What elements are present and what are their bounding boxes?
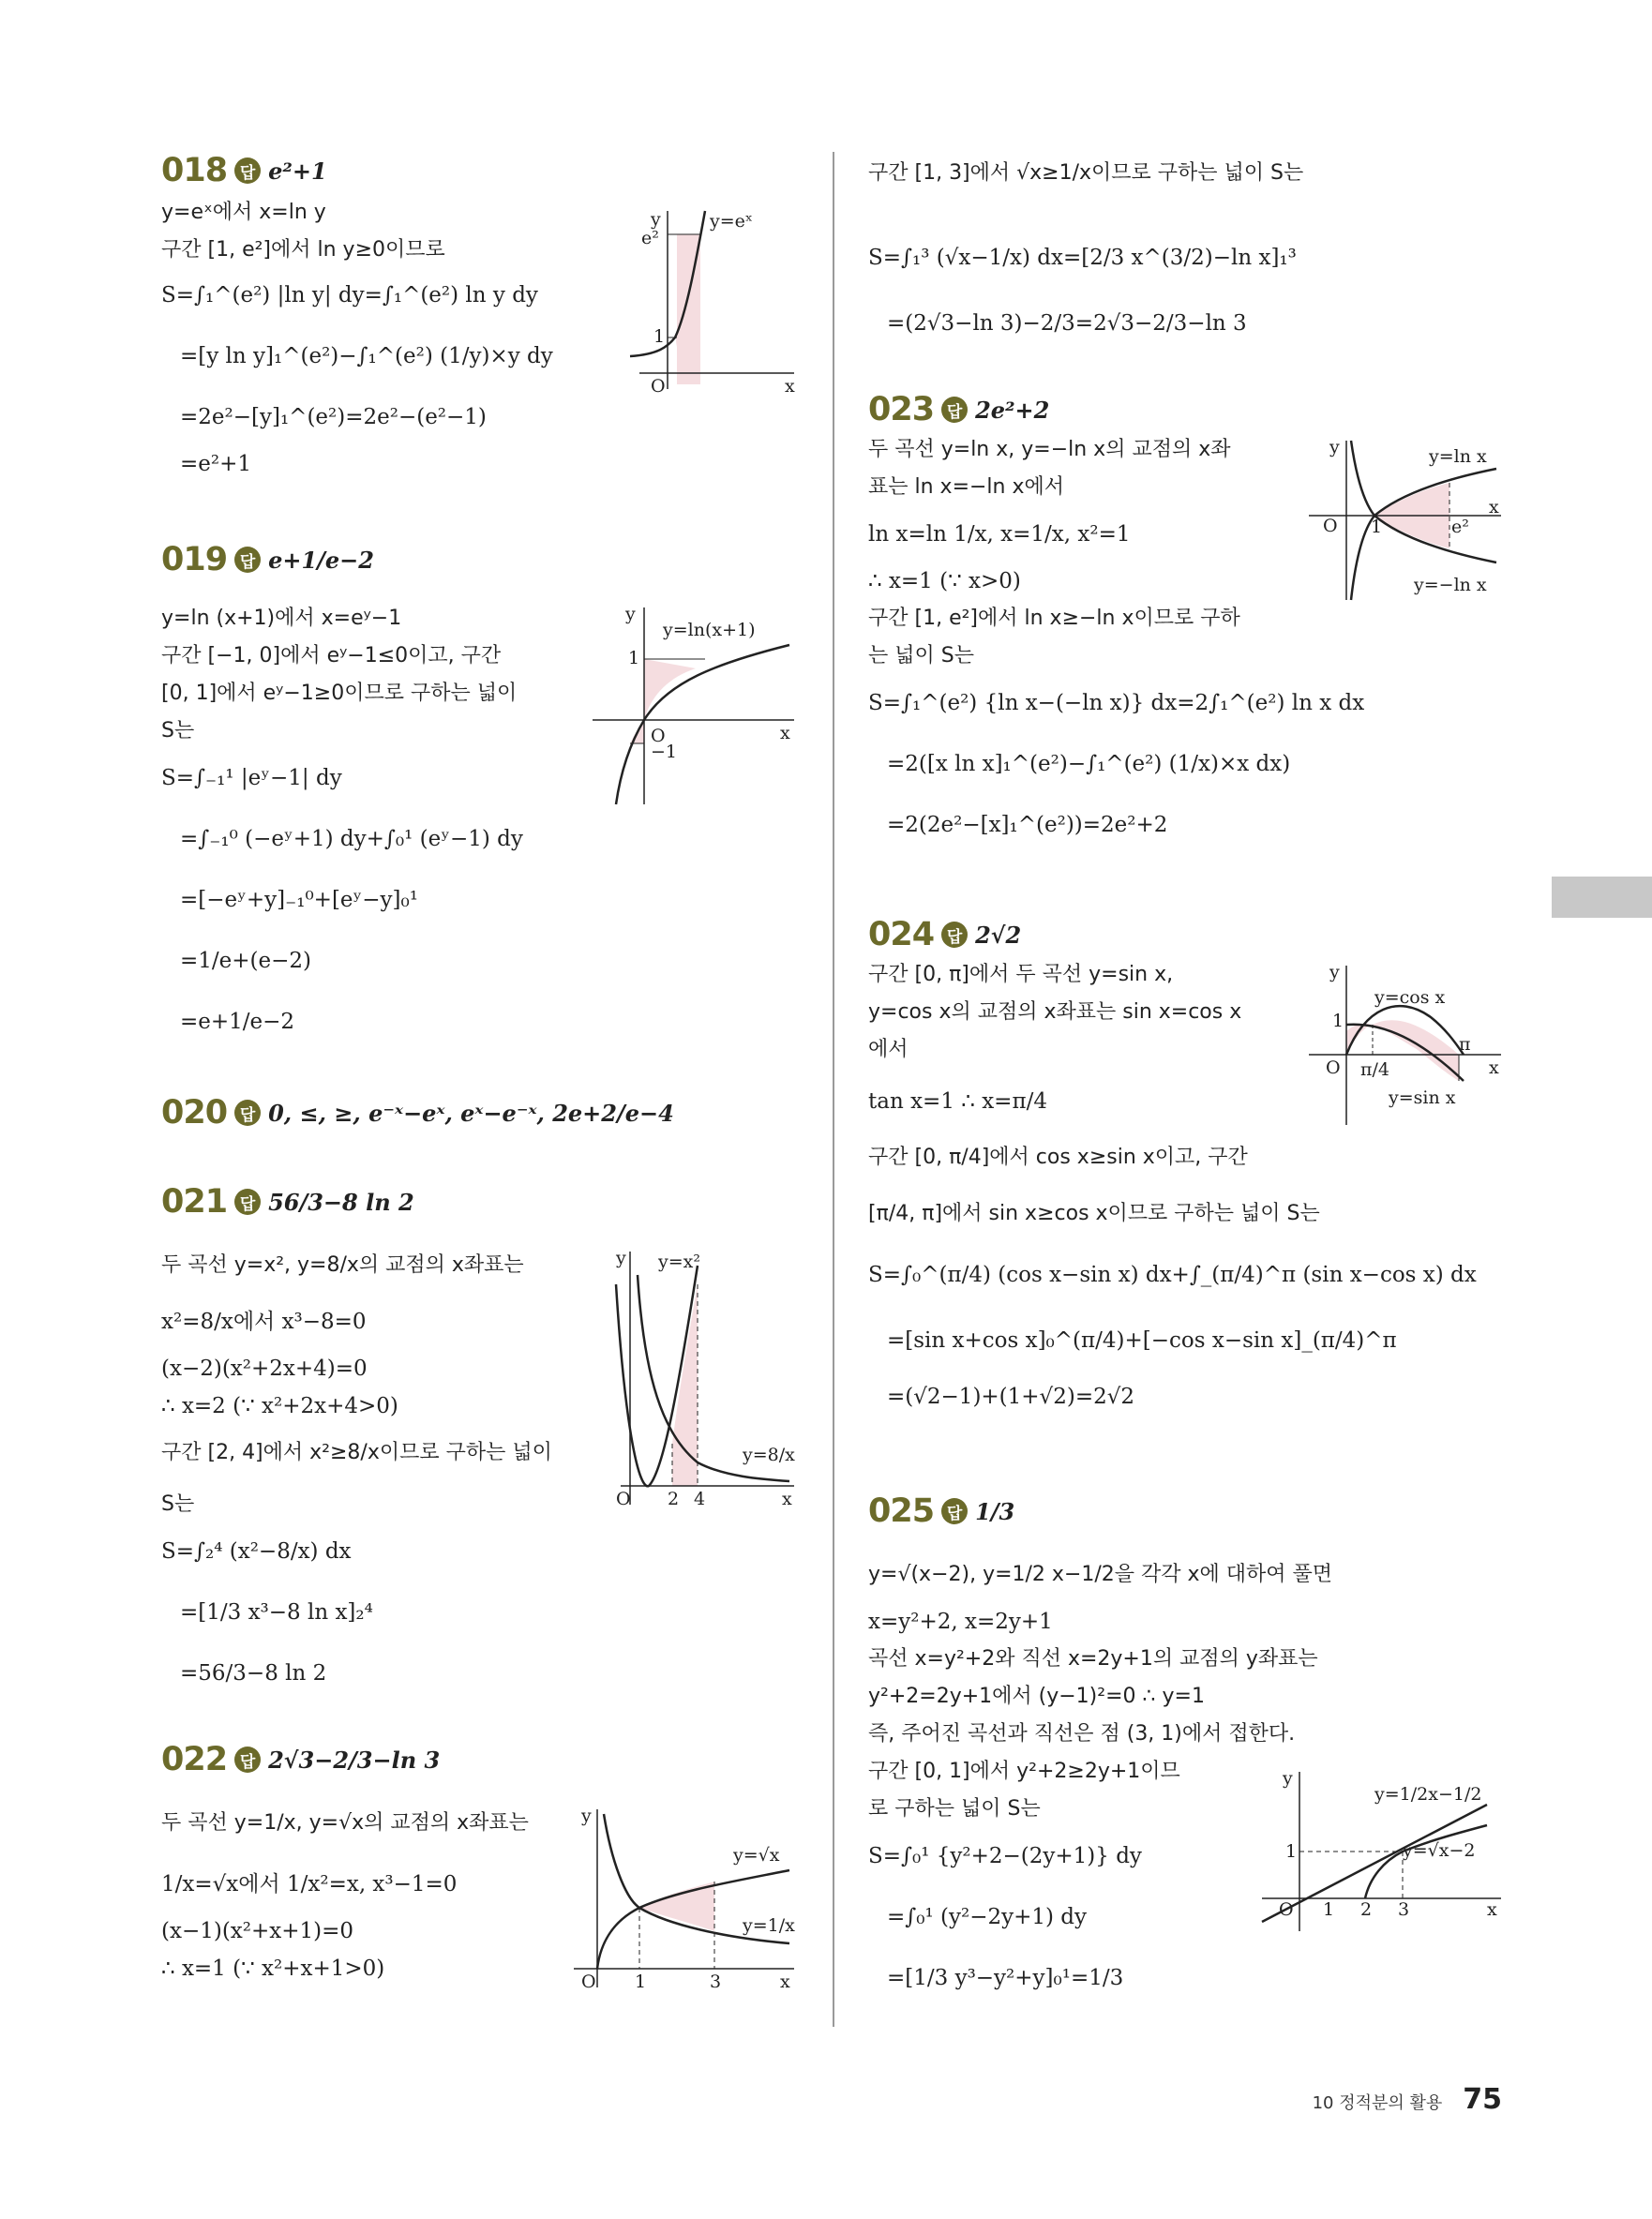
axis-label-x: x (782, 1489, 792, 1509)
solution-line: S=∫₋₁¹ |eʸ−1| dy (161, 766, 342, 790)
tick-label: e² (1451, 517, 1469, 537)
solution-line: =56/3−8 ln 2 (180, 1661, 327, 1686)
origin-label: O (651, 726, 666, 746)
solution-line: 두 곡선 y=x², y=8/x의 교점의 x좌표는 (161, 1253, 524, 1277)
graph-024 (1309, 961, 1506, 1130)
tick-label: 2 (668, 1489, 680, 1509)
tick-label: 3 (710, 1972, 722, 1992)
axis-label-x: x (780, 1972, 790, 1992)
solution-line: S=∫₀^(π/4) (cos x−sin x) dx+∫_(π/4)^π (sin x−cos x) dx (868, 1263, 1477, 1287)
curve-label: y=ln(x+1) (663, 620, 756, 640)
solution-line: =[−eʸ+y]₋₁⁰+[eʸ−y]₀¹ (180, 888, 418, 912)
graph-021 (616, 1247, 799, 1509)
solution-line: 두 곡선 y=ln x, y=−ln x의 교점의 x좌 (868, 438, 1231, 461)
solution-line: (x−2)(x²+2x+4)=0 (161, 1357, 368, 1381)
solution-line: x=y²+2, x=2y+1 (868, 1610, 1053, 1634)
tick-label: π (1459, 1034, 1471, 1055)
solution-line: =e+1/e−2 (180, 1010, 295, 1034)
graph-023 (1309, 436, 1506, 605)
answer-badge: 답 (234, 1189, 261, 1215)
answer-badge: 답 (234, 547, 261, 573)
problem-header (868, 389, 1506, 430)
solution-line: y=√(x−2), y=1/2 x−1/2을 각각 x에 대하여 풀면 (868, 1563, 1333, 1586)
problem-header (161, 1092, 799, 1133)
axis-label-x: x (1489, 1057, 1499, 1078)
curve-label: y=1/x (743, 1915, 795, 1936)
origin-label: O (616, 1489, 631, 1509)
axis-label-y: y (1329, 962, 1340, 982)
answer: e²+1 (268, 157, 327, 185)
problem-number: 019 (161, 541, 228, 578)
problem-number: 021 (161, 1183, 228, 1221)
solution-line: S는 (161, 1492, 195, 1516)
curve-label: y=1/2x−1/2 (1374, 1784, 1482, 1805)
solution-line: ∴ x=1 (∵ x>0) (868, 569, 1021, 593)
tick-label: 3 (1398, 1899, 1410, 1920)
solution-line: 1/x=√x에서 1/x²=x, x³−1=0 (161, 1872, 458, 1897)
graph-022 (574, 1805, 799, 1992)
curve-label: y=sin x (1389, 1087, 1456, 1108)
solution-line: 로 구하는 넓이 S는 (868, 1797, 1041, 1821)
tick-label: 1 (635, 1972, 647, 1992)
problem-header (161, 150, 799, 191)
curve-label: y=8/x (743, 1445, 795, 1465)
problem-header (161, 539, 799, 580)
solution-line: ∴ x=2 (∵ x²+2x+4>0) (161, 1394, 398, 1418)
solution-line: S=∫₁^(e²) |ln y| dy=∫₁^(e²) ln y dy (161, 283, 538, 307)
solution-line: y=eˣ에서 x=ln y (161, 201, 326, 224)
solution-line: 표는 ln x=−ln x에서 (868, 475, 1065, 499)
axis-label-x: x (1489, 497, 1499, 517)
solution-line: =[sin x+cos x]₀^(π/4)+[−cos x−sin x]_(π/4)^π (887, 1328, 1397, 1353)
problem-number: 022 (161, 1741, 228, 1778)
solution-line: S=∫₂⁴ (x²−8/x) dx (161, 1539, 352, 1564)
solution-line: =2(2e²−[x]₁^(e²))=2e²+2 (887, 813, 1168, 837)
curve-label: y=√x (733, 1845, 780, 1866)
solution-line: [π/4, π]에서 sin x≥cos x이므로 구하는 넓이 S는 (868, 1202, 1320, 1225)
solution-line: 구간 [1, 3]에서 √x≥1/x이므로 구하는 넓이 S는 (868, 161, 1304, 185)
tick-label: 1 (1285, 1841, 1298, 1862)
solution-line: =∫₀¹ (y²−2y+1) dy (887, 1905, 1087, 1929)
answer-badge: 답 (234, 157, 261, 184)
page-number: 75 (1463, 2083, 1502, 2116)
solution-line: 곡선 x=y²+2와 직선 x=2y+1의 교점의 y좌표는 (868, 1647, 1318, 1671)
graph-018 (630, 206, 799, 397)
solution-line: =1/e+(e−2) (180, 949, 311, 973)
column-divider (833, 152, 834, 2027)
solution-line: =2([x ln x]₁^(e²)−∫₁^(e²) (1/x)×x dx) (887, 752, 1291, 776)
problem-number: 018 (161, 152, 228, 189)
axis-label-y: y (581, 1806, 592, 1826)
solution-line: ∴ x=1 (∵ x²+x+1>0) (161, 1957, 385, 1981)
solution-line: tan x=1 ∴ x=π/4 (868, 1089, 1047, 1114)
answer-badge: 답 (941, 922, 968, 948)
axis-label-x: x (1487, 1899, 1497, 1920)
problem-021 (161, 1181, 799, 1686)
solution-line: S는 (161, 719, 195, 742)
solution-line: 구간 [0, π]에서 두 곡선 y=sin x, (868, 963, 1174, 986)
line-graph (1262, 1805, 1487, 1922)
curve-label: y=−ln x (1414, 575, 1487, 595)
answer: e+1/e−2 (268, 546, 374, 574)
tick-label: 1 (1371, 517, 1383, 537)
solution-line: S=∫₁³ (√x−1/x) dx=[2/3 x^(3/2)−ln x]₁³ (868, 246, 1297, 270)
problem-020 (161, 1092, 799, 1133)
solution-line: y=ln (x+1)에서 x=eʸ−1 (161, 607, 402, 630)
tick-label: 1 (653, 326, 666, 347)
curve-label: y=eˣ (710, 211, 753, 232)
solution-line: 에서 (868, 1038, 909, 1061)
solution-line: =[1/3 x³−8 ln x]₂⁴ (180, 1600, 373, 1625)
solution-line: =e²+1 (180, 452, 252, 476)
solution-line: 구간 [1, e²]에서 ln x≥−ln x이므로 구하 (868, 607, 1240, 630)
problem-number: 020 (161, 1094, 228, 1132)
origin-label: O (581, 1972, 596, 1992)
problem-header (868, 1491, 1506, 1532)
tick-label: 1 (1323, 1899, 1335, 1920)
solution-line: ln x=ln 1/x, x=1/x, x²=1 (868, 522, 1131, 547)
tick-label: 1 (628, 648, 640, 668)
page-footer (1313, 2083, 1502, 2116)
answer: 1/3 (975, 1497, 1015, 1525)
answer: 2√3−2/3−ln 3 (268, 1746, 441, 1774)
curve-label: y=x² (658, 1252, 700, 1272)
solution-line: =∫₋₁⁰ (−eʸ+1) dy+∫₀¹ (eʸ−1) dy (180, 827, 523, 851)
chapter-tab-number: 10 (1554, 872, 1614, 922)
solution-line: 구간 [−1, 0]에서 eʸ−1≤0이고, 구간 (161, 644, 502, 667)
axis-label-y: y (616, 1248, 626, 1268)
answer: 2√2 (975, 921, 1022, 949)
graph-025 (1262, 1767, 1506, 1936)
answer: 0, ≤, ≥, e⁻ˣ−eˣ, eˣ−e⁻ˣ, 2e+2/e−4 (268, 1099, 674, 1127)
solution-line: =[y ln y]₁^(e²)−∫₁^(e²) (1/y)×y dy (180, 344, 553, 368)
answer-badge: 답 (234, 1100, 261, 1126)
problem-number: 024 (868, 916, 935, 953)
solution-line: [0, 1]에서 eʸ−1≥0이므로 구하는 넓이 (161, 682, 518, 705)
solution-line: =2e²−[y]₁^(e²)=2e²−(e²−1) (180, 405, 487, 429)
problem-header (161, 1181, 799, 1222)
problem-024 (868, 914, 1506, 1409)
problem-number: 025 (868, 1492, 935, 1530)
curve (616, 645, 789, 804)
answer: 56/3−8 ln 2 (268, 1188, 414, 1216)
problem-019 (161, 539, 799, 1034)
axis-label-x: x (780, 723, 790, 743)
solution-line: 구간 [2, 4]에서 x²≥8/x이므로 구하는 넓이 (161, 1441, 552, 1464)
axis-label-y: y (651, 209, 661, 230)
answer: 2e²+2 (975, 396, 1050, 424)
solution-line: 구간 [0, π/4]에서 cos x≥sin x이고, 구간 (868, 1146, 1248, 1169)
axis-label-y: y (1329, 437, 1340, 457)
solution-line: 두 곡선 y=1/x, y=√x의 교점의 x좌표는 (161, 1811, 529, 1835)
problem-header (868, 914, 1506, 955)
solution-line: (x−1)(x²+x+1)=0 (161, 1919, 354, 1943)
tick-label: 4 (694, 1489, 706, 1509)
axis-label-y: y (1283, 1768, 1293, 1789)
axis-label-x: x (785, 376, 795, 397)
answer-badge: 답 (941, 1498, 968, 1524)
solution-line: 즉, 주어진 곡선과 직선은 점 (3, 1)에서 접한다. (868, 1722, 1296, 1746)
curve-label: y=cos x (1374, 987, 1446, 1008)
solution-line: y=cos x의 교점의 x좌표는 sin x=cos x (868, 1000, 1242, 1024)
problem-022 (161, 1739, 799, 1992)
solution-line: 구간 [1, e²]에서 ln y≥0이므로 (161, 238, 445, 262)
curve-label: y=√x−2 (1403, 1840, 1476, 1861)
solution-line: =(2√3−ln 3)−2/3=2√3−2/3−ln 3 (887, 311, 1247, 336)
solution-line: S=∫₁^(e²) {ln x−(−ln x)} dx=2∫₁^(e²) ln x dx (868, 691, 1365, 715)
problem-number: 023 (868, 391, 935, 428)
answer-badge: 답 (234, 1747, 261, 1773)
problem-header (161, 1739, 799, 1780)
solution-line: 구간 [0, 1]에서 y²+2≥2y+1이므 (868, 1760, 1180, 1783)
answer-badge: 답 (941, 397, 968, 423)
tick-label: π/4 (1360, 1059, 1389, 1080)
solution-line: 는 넓이 S는 (868, 644, 974, 667)
tick-label: −1 (651, 742, 678, 762)
origin-label: O (1326, 1057, 1341, 1078)
tick-label: 1 (1332, 1011, 1344, 1031)
footer-chapter-title: 10 정적분의 활용 (1312, 2093, 1443, 2113)
solution-line: y²+2=2y+1에서 (y−1)²=0 ∴ y=1 (868, 1685, 1205, 1708)
problem-018 (161, 150, 799, 476)
origin-label: O (1323, 516, 1338, 536)
origin-label: O (1279, 1899, 1294, 1920)
solution-line: =[1/3 y³−y²+y]₀¹=1/3 (887, 1966, 1124, 1990)
solution-line: x²=8/x에서 x³−8=0 (161, 1310, 367, 1334)
tick-label: 2 (1360, 1899, 1373, 1920)
problem-023 (868, 389, 1506, 837)
problem-025 (868, 1491, 1506, 1990)
solution-line: =(√2−1)+(1+√2)=2√2 (887, 1385, 1135, 1409)
tick-label: e² (641, 228, 659, 248)
graph-019 (593, 603, 799, 809)
axis-label-y: y (625, 604, 636, 624)
curve-label: y=ln x (1429, 446, 1487, 467)
origin-label: O (651, 376, 666, 397)
shaded-region (672, 1284, 698, 1486)
solution-line: S=∫₀¹ {y²+2−(2y+1)} dy (868, 1844, 1142, 1868)
